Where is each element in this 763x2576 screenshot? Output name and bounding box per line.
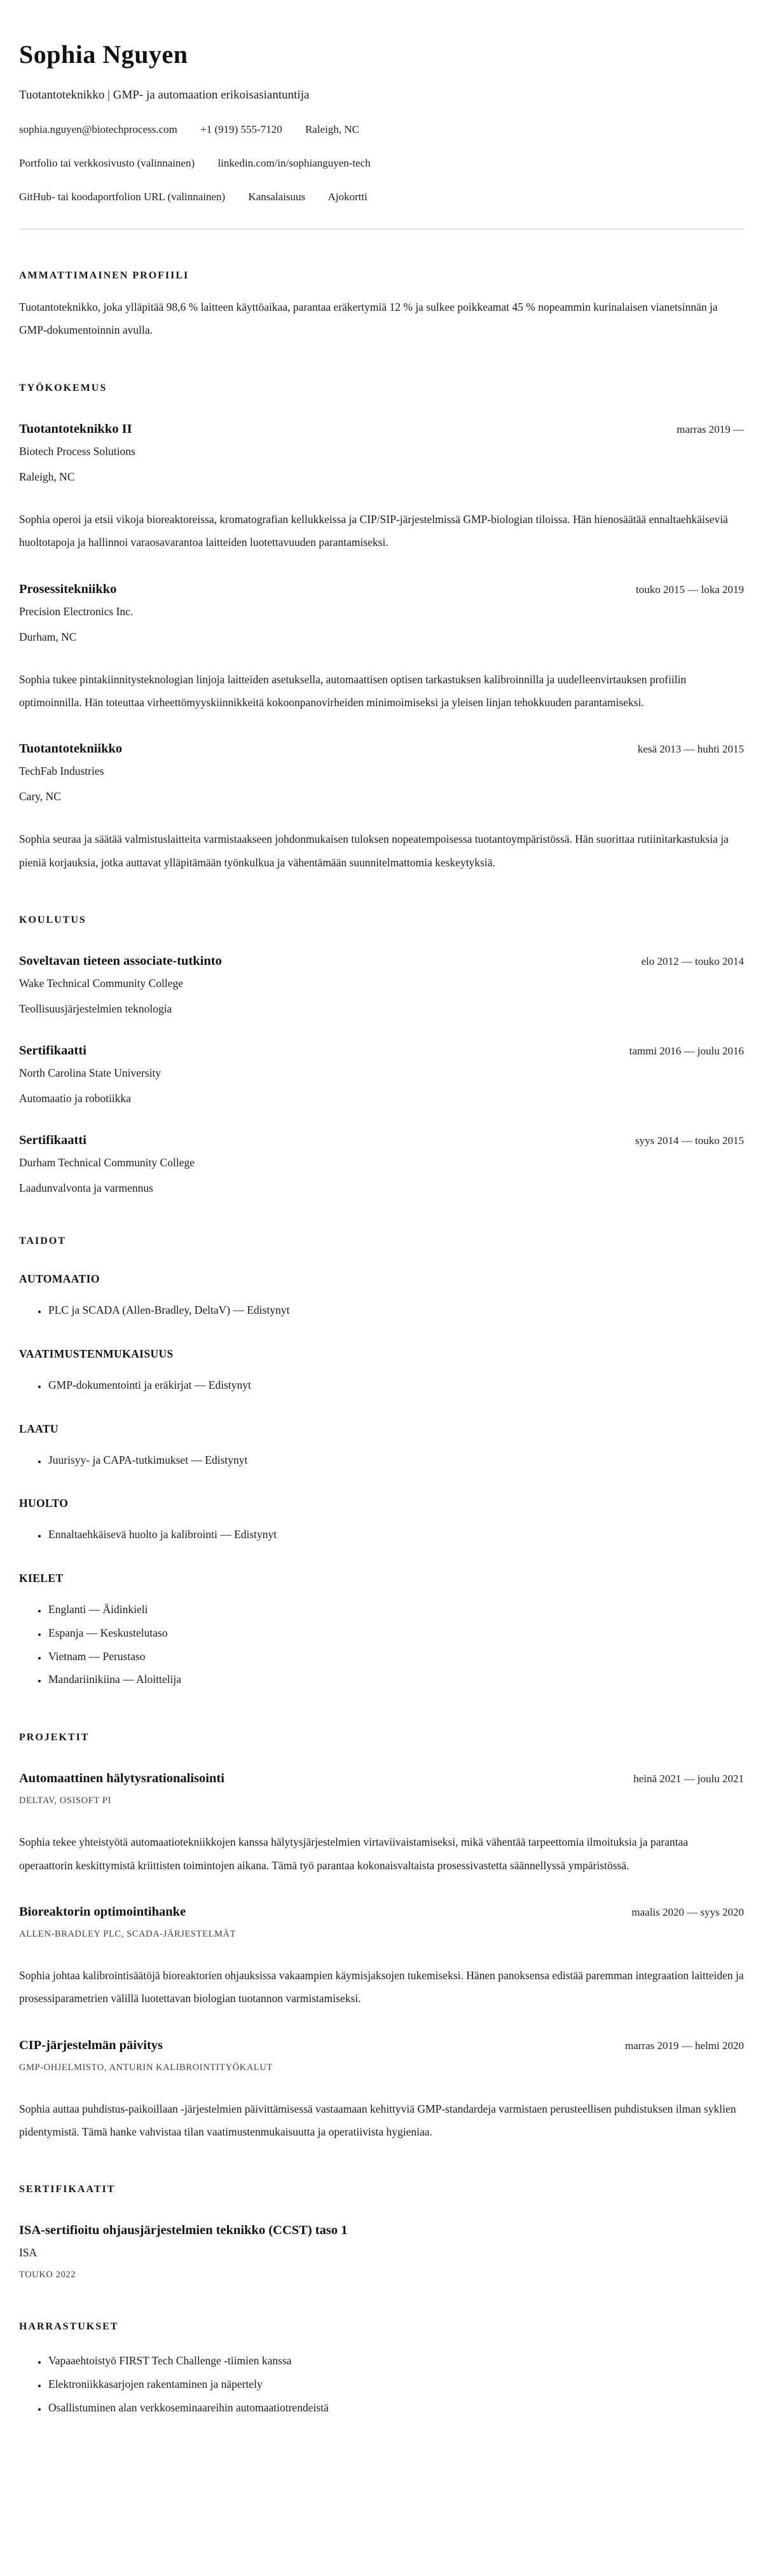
- email-text: sophia.nguyen@biotechprocess.com: [19, 123, 177, 135]
- skill-item: • PLC ja SCADA (Allen-Bradley, DeltaV) — Edistynyt: [47, 1298, 744, 1322]
- hobby-item: • Elektroniikkasarjojen rakentaminen ja näpertely: [47, 2373, 744, 2396]
- job-description: Sophia seuraa ja säätää valmistuslaitteita varmistaakseen johdonmukaisen tuloksen nopeatempoisessa tuotantoympäristössä. Hän suorittaa rutiinitarkastuksia ja pieniä korjauksia, jotka auttavat ylläpitämään työnkulkua ja vähentämään suunnitelmattomia keskeytyksiä.: [19, 833, 729, 869]
- job-company: Precision Electronics Inc.: [19, 604, 134, 618]
- location-text: Raleigh, NC: [305, 123, 359, 135]
- job-date: touko 2015 — loka 2019: [636, 583, 744, 596]
- section-experience: [19, 383, 744, 874]
- job-date: kesä 2013 — huhti 2015: [637, 743, 744, 756]
- field-of-study: Teollisuusjärjestelmien teknologia: [19, 1002, 172, 1016]
- school-name: Wake Technical Community College: [19, 977, 184, 990]
- section-profile: [19, 270, 744, 342]
- education-section-label: KOULUTUS: [19, 915, 86, 926]
- field-of-study: Laadunvalvonta ja varmennus: [19, 1182, 153, 1195]
- section-projects: [19, 1732, 744, 2143]
- job-entry: [19, 742, 744, 874]
- job-entry: [19, 422, 744, 554]
- education-entry: [19, 954, 744, 1016]
- certification-org: ISA: [19, 2246, 38, 2259]
- project-title: CIP-järjestelmän päivitys: [19, 2038, 163, 2052]
- resume-header: [19, 39, 744, 203]
- degree-title: Soveltavan tieteen associate-tutkinto: [19, 954, 222, 969]
- person-name: Sophia Nguyen: [19, 40, 188, 69]
- education-entry: [19, 1044, 744, 1105]
- degree-title: Sertifikaatti: [19, 1044, 86, 1058]
- project-description: Sophia auttaa puhdistus-paikoillaan -järjestelmien päivittämisessä vastaamaan kehittyviä GMP-standardeja varmistaen perusteellisen puhdistuksen ilman syklien pidentymistä. Tämä hanke vahvistaa tilan vaatimustenmukaisuutta ja operatiivista hygieniaa.: [19, 2102, 736, 2139]
- degree-date: tammi 2016 — joulu 2016: [629, 1045, 744, 1058]
- contact-row-2: [19, 157, 744, 170]
- experience-section-label: TYÖKOKEMUS: [19, 382, 107, 393]
- education-entry: [19, 1133, 744, 1195]
- job-description: Sophia operoi ja etsii vikoja bioreaktoreissa, kromatografian kellukkeissa ja CIP/SIP-järjestelmissä GMP-biologian tiloissa. Hän hienosäätää ennaltaehkäiseviä huoltotapoja ja hallinnoi varaosavarantoa laitteiden luotettavuuden parantamiseksi.: [19, 512, 728, 549]
- skill-group-quality: [19, 1422, 744, 1472]
- projects-section-label: PROJEKTIT: [19, 1732, 90, 1743]
- job-location: Durham, NC: [19, 630, 77, 643]
- school-name: Durham Technical Community College: [19, 1156, 195, 1169]
- skill-group-languages: [19, 1572, 744, 1691]
- skills-section-label: TAIDOT: [19, 1236, 66, 1247]
- certification-date: TOUKO 2022: [19, 2270, 76, 2280]
- skill-group-heading: AUTOMAATIO: [19, 1272, 100, 1286]
- project-tools: DELTAV, OSISOFT PI: [19, 1796, 111, 1806]
- project-title: Bioreaktorin optimointihanke: [19, 1904, 186, 1919]
- project-date: maalis 2020 — syys 2020: [631, 1905, 744, 1918]
- project-description: Sophia johtaa kalibrointisäätöjä bioreaktorien ohjauksissa vakaampien käymisjaksojen tukemiseksi. Hänen panoksensa edistää paremman integraation laitteiden ja prosessiparametrien välillä luotettavan biologian tuotannon varmistamiseksi.: [19, 1968, 744, 2005]
- skill-group-heading: KIELET: [19, 1572, 64, 1585]
- project-entry: [19, 1771, 744, 1877]
- school-name: North Carolina State University: [19, 1067, 162, 1080]
- job-company: TechFab Industries: [19, 765, 104, 778]
- job-date: marras 2019 —: [677, 423, 744, 435]
- linkedin-text: linkedin.com/in/sophianguyen-tech: [217, 157, 371, 169]
- contact-row-3: [19, 191, 744, 203]
- skill-item: • Juurisyy- ja CAPA-tutkimukset — Edistynyt: [47, 1448, 744, 1472]
- language-item: • Mandariinikiina — Aloittelija: [47, 1668, 744, 1691]
- language-item: • Englanti — Äidinkieli: [47, 1598, 744, 1621]
- project-date: marras 2019 — helmi 2020: [625, 2039, 744, 2052]
- contact-row-1: [19, 123, 744, 136]
- project-tools: ALLEN-BRADLEY PLC, SCADA-JÄRJESTELMÄT: [19, 1928, 237, 1939]
- certification-entry: [19, 2223, 744, 2280]
- certifications-section-label: SERTIFIKAATIT: [19, 2184, 116, 2195]
- certification-title: ISA-sertifioitu ohjausjärjestelmien teknikko (CCST) taso 1: [19, 2223, 348, 2238]
- job-title: Prosessitekniikko: [19, 582, 117, 596]
- project-title: Automaattinen hälytysrationalisointi: [19, 1771, 224, 1786]
- skill-group-automation: [19, 1272, 744, 1322]
- hobby-item: • Vapaaehtoistyö FIRST Tech Challenge -tiimien kanssa: [47, 2349, 744, 2373]
- project-entry: [19, 1905, 744, 2010]
- citizenship-text: Kansalaisuus: [248, 191, 306, 203]
- job-location: Raleigh, NC: [19, 470, 75, 483]
- skill-item: • Ennaltaehkäisevä huolto ja kalibrointi — Edistynyt: [47, 1523, 744, 1546]
- skill-group-compliance: [19, 1347, 744, 1397]
- project-tools: GMP-OHJELMISTO, ANTURIN KALIBROINTITYÖKALUT: [19, 2062, 273, 2073]
- section-skills: [19, 1236, 744, 1691]
- job-location: Cary, NC: [19, 790, 61, 803]
- field-of-study: Automaatio ja robotiikka: [19, 1092, 131, 1105]
- github-text: GitHub- tai koodaportfolion URL (valinnainen): [19, 191, 226, 203]
- profile-section-label: AMMATTIMAINEN PROFIILI: [19, 270, 189, 281]
- profile-text: Tuotantoteknikko, joka ylläpitää 98,6 % laitteen käyttöaikaa, parantaa eräkertymiä 12 % ja sulkee poikkeamat 45 % nopeammin kurinalaisen vianetsinnän ja GMP-dokumentoinnin avulla.: [19, 301, 718, 337]
- hobby-item: • Osallistuminen alan verkkoseminaareihin automaatiotrendeistä: [47, 2396, 744, 2420]
- project-entry: [19, 2038, 744, 2144]
- job-company: Biotech Process Solutions: [19, 444, 135, 458]
- language-item: • Espanja — Keskustelutaso: [47, 1621, 744, 1645]
- phone-text: +1 (919) 555-7120: [200, 123, 282, 135]
- language-item: • Vietnam — Perustaso: [47, 1645, 744, 1668]
- project-date: heinä 2021 — joulu 2021: [633, 1773, 744, 1785]
- degree-date: elo 2012 — touko 2014: [641, 955, 744, 968]
- degree-date: syys 2014 — touko 2015: [635, 1135, 744, 1147]
- section-education: [19, 915, 744, 1195]
- skill-group-maintenance: [19, 1497, 744, 1546]
- job-entry: [19, 582, 744, 714]
- job-description: Sophia tukee pintakiinnitysteknologian linjoja laitteiden asetuksella, automaattisen optisen tarkastuksen kalibroinnilla ja uudelleenvirtauksen profiilin optimoinnilla. Hän toteuttaa virheettömyyskiinnikkeitä kokoonpanovirheiden minimoimiseksi ja yleisen linjan tehokkuuden parantamiseksi.: [19, 672, 687, 709]
- license-text: Ajokortti: [327, 191, 368, 203]
- skill-group-heading: LAATU: [19, 1422, 58, 1435]
- job-title: Tuotantotekniikko: [19, 742, 123, 756]
- section-hobbies: [19, 2321, 744, 2419]
- degree-title: Sertifikaatti: [19, 1133, 86, 1148]
- section-certifications: [19, 2184, 744, 2280]
- skill-group-heading: HUOLTO: [19, 1497, 69, 1510]
- job-title: Tuotantoteknikko II: [19, 421, 132, 436]
- project-description: Sophia tekee yhteistyötä automaatiotekniikkojen kanssa hälytysjärjestelmien virtaviivaistamiseksi, mikä vähentää tarpeettomia ilmoituksia ja parantaa operaattorin keskittymistä kriittisten toimintojen aikana. Tämä työ parantaa kokonaisvaltaista prosessivastetta säännellyssä ympäristössä.: [19, 1836, 689, 1872]
- portfolio-text: Portfolio tai verkkosivusto (valinnainen): [19, 157, 195, 169]
- skill-item: • GMP-dokumentointi ja eräkirjat — Edistynyt: [47, 1373, 744, 1397]
- person-title: Tuotantoteknikko | GMP- ja automaation erikoisasiantuntija: [19, 88, 310, 102]
- hobbies-section-label: HARRASTUKSET: [19, 2321, 119, 2333]
- skill-group-heading: VAATIMUSTENMUKAISUUS: [19, 1347, 174, 1360]
